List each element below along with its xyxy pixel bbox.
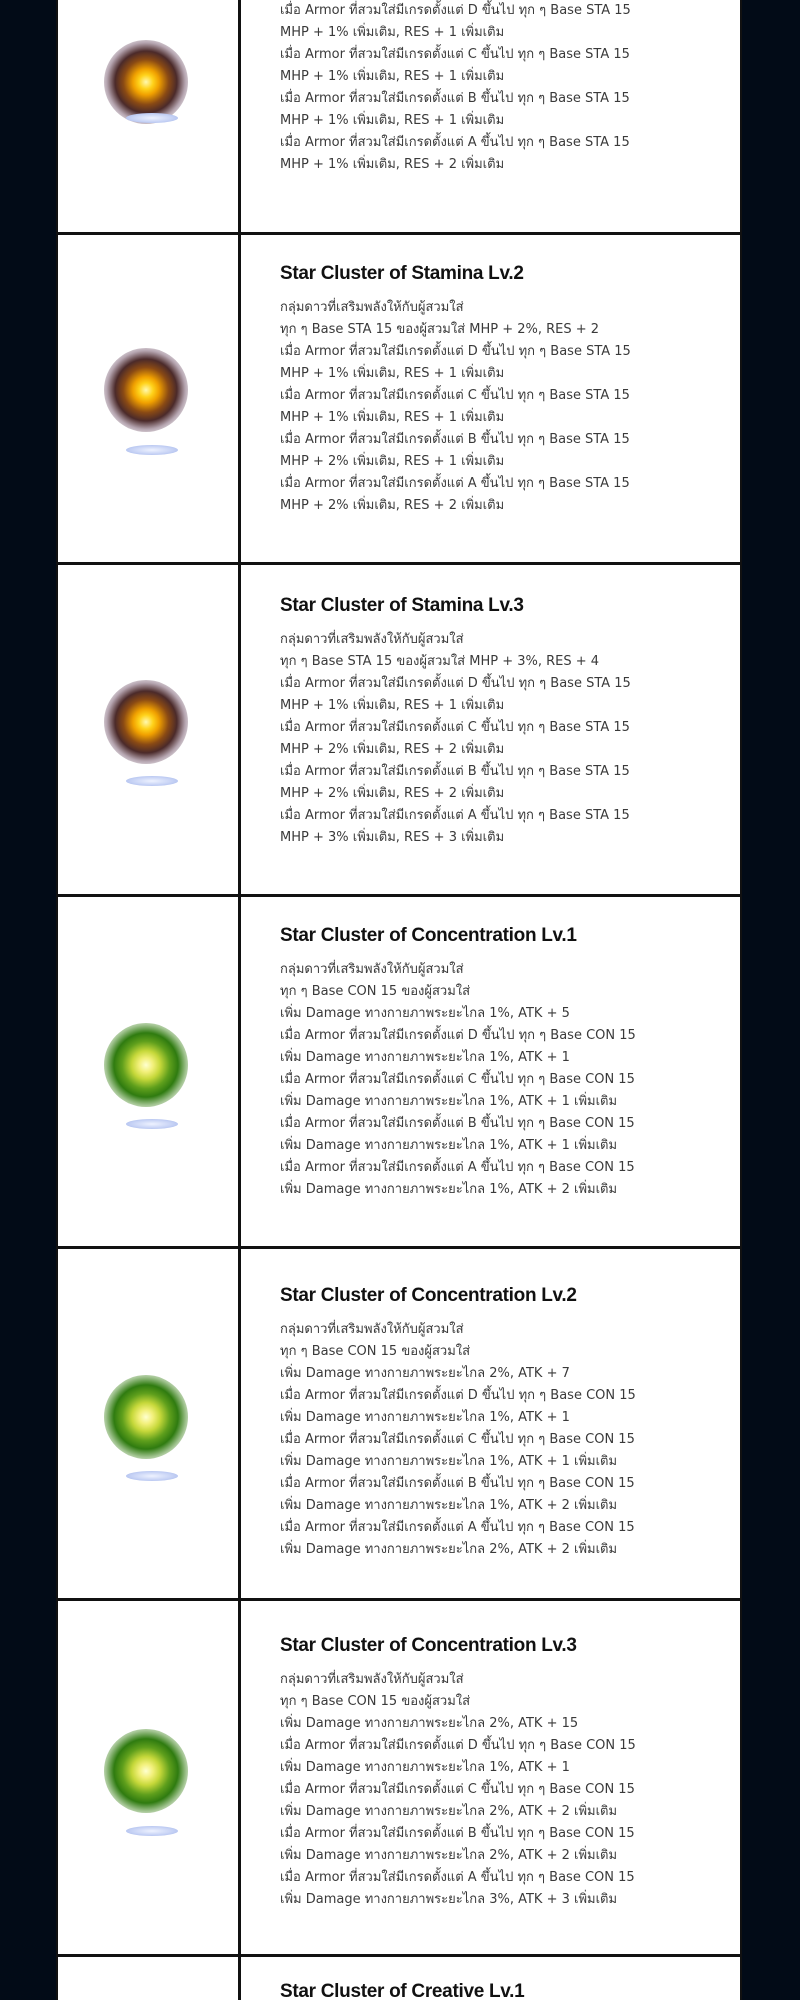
stamina-star-cluster-icon [104,40,188,124]
item-effect-line: ทุก ๆ Base CON 15 ของผู้สวมใส่ [280,1344,471,1359]
item-effect-line: MHP + 1% เพิ่มเติม, RES + 1 เพิ่มเติม [280,113,505,128]
item-effect-line: เมื่อ Armor ที่สวมใส่มีเกรดตั้งแต่ B ขึ้นไป ทุก ๆ Base STA 15 [280,91,630,106]
item-effect-line: ทุก ๆ Base STA 15 ของผู้สวมใส่ MHP + 3%, RES + 4 [280,654,600,669]
item-effect-line: เพิ่ม Damage ทางกายภาพระยะไกล 1%, ATK + 1 เพิ่มเติม [280,1094,618,1109]
item-effect-line: เมื่อ Armor ที่สวมใส่มีเกรดตั้งแต่ B ขึ้นไป ทุก ๆ Base CON 15 [280,1476,635,1491]
item-effect-line: กลุ่มดาวที่เสริมพลังให้กับผู้สวมใส่ [280,1322,464,1337]
item-effect-line: เมื่อ Armor ที่สวมใส่มีเกรดตั้งแต่ C ขึ้นไป ทุก ๆ Base STA 15 [280,47,630,62]
item-effect-line: เพิ่ม Damage ทางกายภาพระยะไกล 2%, ATK + 2 เพิ่มเติม [280,1848,618,1863]
item-icon-cell [58,1249,238,1598]
item-effect-line: เมื่อ Armor ที่สวมใส่มีเกรดตั้งแต่ C ขึ้นไป ทุก ๆ Base STA 15 [280,720,630,735]
item-effect-line: เมื่อ Armor ที่สวมใส่มีเกรดตั้งแต่ B ขึ้นไป ทุก ๆ Base CON 15 [280,1116,635,1131]
item-effect-line: เมื่อ Armor ที่สวมใส่มีเกรดตั้งแต่ D ขึ้นไป ทุก ๆ Base STA 15 [280,676,631,691]
stamina-star-cluster-icon [104,680,188,764]
item-effect-line: เพิ่ม Damage ทางกายภาพระยะไกล 1%, ATK + 2 เพิ่มเติม [280,1498,618,1513]
item-effect-line: เมื่อ Armor ที่สวมใส่มีเกรดตั้งแต่ D ขึ้นไป ทุก ๆ Base CON 15 [280,1738,636,1753]
item-effect-line: เมื่อ Armor ที่สวมใส่มีเกรดตั้งแต่ D ขึ้นไป ทุก ๆ Base CON 15 [280,1028,636,1043]
item-effect-line: MHP + 3% เพิ่มเติม, RES + 3 เพิ่มเติม [280,830,505,845]
table-row [58,1601,740,1957]
table-row [58,235,740,565]
item-effect-line: เมื่อ Armor ที่สวมใส่มีเกรดตั้งแต่ A ขึ้นไป ทุก ๆ Base CON 15 [280,1160,635,1175]
table-row [58,565,740,897]
item-effect-line: ทุก ๆ Base CON 15 ของผู้สวมใส่ [280,984,471,999]
item-effect-line: เมื่อ Armor ที่สวมใส่มีเกรดตั้งแต่ C ขึ้นไป ทุก ๆ Base CON 15 [280,1432,635,1447]
pedestal-icon [126,1826,178,1836]
pedestal-icon [126,113,178,123]
item-effect-line: เพิ่ม Damage ทางกายภาพระยะไกล 1%, ATK + 1 [280,1050,570,1065]
item-effect-line: เพิ่ม Damage ทางกายภาพระยะไกล 2%, ATK + 15 [280,1716,579,1731]
concentration-star-cluster-icon [104,1729,188,1813]
pedestal-icon [126,1119,178,1129]
item-effect-line: MHP + 2% เพิ่มเติม, RES + 2 เพิ่มเติม [280,498,505,513]
item-effect-line: เพิ่ม Damage ทางกายภาพระยะไกล 1%, ATK + 5 [280,1006,570,1021]
item-effect-line: ทุก ๆ Base STA 15 ของผู้สวมใส่ MHP + 2%, RES + 2 [280,322,600,337]
item-effect-line: เมื่อ Armor ที่สวมใส่มีเกรดตั้งแต่ A ขึ้นไป ทุก ๆ Base CON 15 [280,1520,635,1535]
item-effect-line: เมื่อ Armor ที่สวมใส่มีเกรดตั้งแต่ A ขึ้นไป ทุก ๆ Base STA 15 [280,808,630,823]
item-effect-line: เมื่อ Armor ที่สวมใส่มีเกรดตั้งแต่ A ขึ้นไป ทุก ๆ Base CON 15 [280,1870,635,1885]
item-effect-lines [280,959,636,1201]
item-effect-line: กลุ่มดาวที่เสริมพลังให้กับผู้สวมใส่ [280,300,464,315]
item-icon-cell [58,565,238,894]
item-effect-line: เมื่อ Armor ที่สวมใส่มีเกรดตั้งแต่ D ขึ้นไป ทุก ๆ Base STA 15 [280,3,631,18]
table-row [58,897,740,1249]
item-effect-line: เพิ่ม Damage ทางกายภาพระยะไกล 1%, ATK + 2 เพิ่มเติม [280,1182,618,1197]
item-effect-lines [280,297,631,517]
item-icon-cell [58,0,238,232]
item-effect-line: MHP + 1% เพิ่มเติม, RES + 2 เพิ่มเติม [280,157,505,172]
item-effect-lines [280,1669,636,1911]
item-effect-line: MHP + 2% เพิ่มเติม, RES + 2 เพิ่มเติม [280,786,505,801]
item-effect-line: เมื่อ Armor ที่สวมใส่มีเกรดตั้งแต่ C ขึ้นไป ทุก ๆ Base CON 15 [280,1072,635,1087]
item-title: Star Cluster of Stamina Lv.3 [280,595,524,616]
item-effect-line: MHP + 1% เพิ่มเติม, RES + 1 เพิ่มเติม [280,698,505,713]
item-effect-line: เพิ่ม Damage ทางกายภาพระยะไกล 1%, ATK + 1 เพิ่มเติม [280,1138,618,1153]
item-effect-line: เมื่อ Armor ที่สวมใส่มีเกรดตั้งแต่ A ขึ้นไป ทุก ๆ Base STA 15 [280,476,630,491]
table-row [58,0,740,235]
item-icon-cell [58,1601,238,1954]
item-effect-line: กลุ่มดาวที่เสริมพลังให้กับผู้สวมใส่ [280,632,464,647]
item-title: Star Cluster of Stamina Lv.2 [280,263,524,284]
item-effect-line: เมื่อ Armor ที่สวมใส่มีเกรดตั้งแต่ B ขึ้นไป ทุก ๆ Base STA 15 [280,764,630,779]
item-effect-line: MHP + 2% เพิ่มเติม, RES + 2 เพิ่มเติม [280,742,505,757]
item-effect-line: เพิ่ม Damage ทางกายภาพระยะไกล 1%, ATK + 1 [280,1760,570,1775]
item-title: Star Cluster of Concentration Lv.3 [280,1635,577,1656]
item-effect-line: กลุ่มดาวที่เสริมพลังให้กับผู้สวมใส่ [280,1672,464,1687]
table-row [58,1957,740,2000]
item-effect-line: MHP + 1% เพิ่มเติม, RES + 1 เพิ่มเติม [280,366,505,381]
item-icon-cell [58,235,238,562]
item-effect-line: MHP + 2% เพิ่มเติม, RES + 1 เพิ่มเติม [280,454,505,469]
item-effect-line: เมื่อ Armor ที่สวมใส่มีเกรดตั้งแต่ D ขึ้นไป ทุก ๆ Base STA 15 [280,344,631,359]
item-icon-cell [58,1957,238,2000]
item-effect-line: เมื่อ Armor ที่สวมใส่มีเกรดตั้งแต่ D ขึ้นไป ทุก ๆ Base CON 15 [280,1388,636,1403]
item-effect-line: เมื่อ Armor ที่สวมใส่มีเกรดตั้งแต่ C ขึ้นไป ทุก ๆ Base STA 15 [280,388,630,403]
item-effect-line: เมื่อ Armor ที่สวมใส่มีเกรดตั้งแต่ A ขึ้นไป ทุก ๆ Base STA 15 [280,135,630,150]
item-title: Star Cluster of Concentration Lv.1 [280,925,577,946]
item-table [56,0,742,2000]
item-effect-line: เพิ่ม Damage ทางกายภาพระยะไกล 3%, ATK + 3 เพิ่มเติม [280,1892,618,1907]
concentration-star-cluster-icon [104,1375,188,1459]
item-effect-lines [280,629,631,849]
item-effect-line: เมื่อ Armor ที่สวมใส่มีเกรดตั้งแต่ B ขึ้นไป ทุก ๆ Base CON 15 [280,1826,635,1841]
stamina-star-cluster-icon [104,348,188,432]
item-title: Star Cluster of Concentration Lv.2 [280,1285,577,1306]
item-effect-line: เมื่อ Armor ที่สวมใส่มีเกรดตั้งแต่ C ขึ้นไป ทุก ๆ Base CON 15 [280,1782,635,1797]
item-effect-line: เพิ่ม Damage ทางกายภาพระยะไกล 1%, ATK + 1 เพิ่มเติม [280,1454,618,1469]
item-icon-cell [58,897,238,1246]
table-row [58,1249,740,1601]
item-effect-line: เพิ่ม Damage ทางกายภาพระยะไกล 1%, ATK + 1 [280,1410,570,1425]
pedestal-icon [126,776,178,786]
item-effect-line: MHP + 1% เพิ่มเติม, RES + 1 เพิ่มเติม [280,25,505,40]
pedestal-icon [126,1471,178,1481]
item-effect-line: เพิ่ม Damage ทางกายภาพระยะไกล 2%, ATK + 2 เพิ่มเติม [280,1804,618,1819]
item-effect-line: เพิ่ม Damage ทางกายภาพระยะไกล 2%, ATK + 2 เพิ่มเติม [280,1542,618,1557]
item-effect-line: ทุก ๆ Base CON 15 ของผู้สวมใส่ [280,1694,471,1709]
item-title: Star Cluster of Creative Lv.1 [280,1981,525,2000]
item-effect-lines [280,0,631,176]
concentration-star-cluster-icon [104,1023,188,1107]
item-effect-line: เพิ่ม Damage ทางกายภาพระยะไกล 2%, ATK + 7 [280,1366,570,1381]
item-effect-line: MHP + 1% เพิ่มเติม, RES + 1 เพิ่มเติม [280,69,505,84]
item-effect-line: MHP + 1% เพิ่มเติม, RES + 1 เพิ่มเติม [280,410,505,425]
item-effect-lines [280,1319,636,1561]
item-effect-line: เมื่อ Armor ที่สวมใส่มีเกรดตั้งแต่ B ขึ้นไป ทุก ๆ Base STA 15 [280,432,630,447]
item-effect-line: กลุ่มดาวที่เสริมพลังให้กับผู้สวมใส่ [280,962,464,977]
pedestal-icon [126,445,178,455]
